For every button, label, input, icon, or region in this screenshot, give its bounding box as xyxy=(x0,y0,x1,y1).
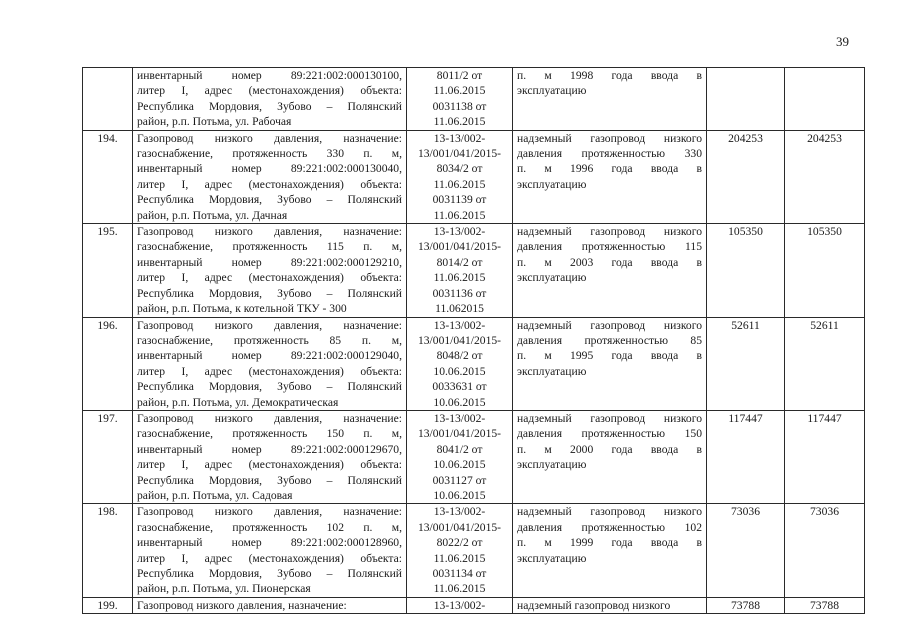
description-line: эксплуатацию xyxy=(517,458,587,472)
registration-line: 0033631 от xyxy=(432,380,487,394)
object-name-cell xyxy=(133,224,407,317)
table-row xyxy=(83,597,865,613)
table-row xyxy=(83,410,865,503)
registry-body xyxy=(83,68,865,614)
registration-line: 11.06.2015 xyxy=(433,271,486,285)
registration-cell xyxy=(407,130,513,223)
row-number: 196. xyxy=(83,317,133,410)
description-line: надземный газопровод низкого xyxy=(517,411,702,425)
row-number: 197. xyxy=(83,410,133,503)
object-name-line: газоснабжение, протяженность 85 п. м, xyxy=(137,333,402,347)
object-name-line: инвентарный номер 89:221:002:000129670, xyxy=(137,442,402,456)
description-line: эксплуатацию xyxy=(517,271,587,285)
description-line: п. м 1995 года ввода в xyxy=(517,349,702,363)
value-2-cell: 204253 xyxy=(785,130,865,223)
value-1-cell: 105350 xyxy=(707,224,785,317)
registration-cell xyxy=(407,597,513,613)
description-line: эксплуатацию xyxy=(517,84,587,98)
description-cell xyxy=(513,317,707,410)
description-line: надземный газопровод низкого xyxy=(517,318,702,332)
page-number: 39 xyxy=(836,34,849,49)
object-name-line: инвентарный номер 89:221:002:000129040, xyxy=(137,349,402,363)
description-cell xyxy=(513,224,707,317)
object-name-cell xyxy=(133,504,407,597)
table-row xyxy=(83,317,865,410)
description-line: давления протяженностью 330 xyxy=(517,147,702,161)
object-name-line: инвентарный номер 89:221:002:000130100, xyxy=(137,69,402,82)
table-row xyxy=(83,130,865,223)
object-name-line: литер I, адрес (местонахождения) объекта: xyxy=(137,364,402,378)
value-1-cell: 52611 xyxy=(707,317,785,410)
object-name-line: литер I, адрес (местонахождения) объекта: xyxy=(137,177,402,191)
registration-cell xyxy=(407,504,513,597)
object-name-line: Республика Мордовия, Зубово – Полянский xyxy=(137,473,402,487)
value-1-cell: 204253 xyxy=(707,130,785,223)
object-name-line: инвентарный номер 89:221:002:000128960, xyxy=(137,536,402,550)
object-name-line: литер I, адрес (местонахождения) объекта: xyxy=(137,458,402,472)
description-cell xyxy=(513,410,707,503)
description-line: надземный газопровод низкого xyxy=(517,505,702,519)
registration-line: 0031139 от xyxy=(432,193,487,207)
value-1-cell: 117447 xyxy=(707,410,785,503)
registration-cell xyxy=(407,68,513,131)
table-row xyxy=(83,224,865,317)
value-2-cell: 52611 xyxy=(785,317,865,410)
registration-cell xyxy=(407,410,513,503)
object-name-line: инвентарный номер 89:221:002:000129210, xyxy=(137,255,402,269)
row-number: 195. xyxy=(83,224,133,317)
registration-cell xyxy=(407,224,513,317)
object-name-line: инвентарный номер 89:221:002:000130040, xyxy=(137,162,402,176)
row-number: 198. xyxy=(83,504,133,597)
row-number: 194. xyxy=(83,130,133,223)
value-2-cell: 73788 xyxy=(785,597,865,613)
description-line: п. м 1998 года ввода в xyxy=(517,69,702,82)
object-name-line: район, р.п. Потьма, к котельной ТКУ - 300 xyxy=(137,302,347,316)
registration-line: 13/001/041/2015- xyxy=(417,333,502,347)
registration-line: 13/001/041/2015- xyxy=(417,147,502,161)
description-cell xyxy=(513,597,707,613)
registration-line: 0031134 от xyxy=(432,567,487,580)
registration-line: 13-13/002- xyxy=(433,411,486,425)
registration-line: 13-13/002- xyxy=(433,598,486,612)
table-row xyxy=(83,68,865,131)
object-name-line: Республика Мордовия, Зубово – Полянский xyxy=(137,286,402,300)
description-line: п. м 2000 года ввода в xyxy=(517,442,702,456)
object-name-line: газоснабжение, протяженность 102 п. м, xyxy=(137,520,402,534)
description-line: надземный газопровод низкого xyxy=(517,131,702,145)
value-1-cell xyxy=(707,68,785,131)
description-line: надземный газопровод низкого xyxy=(517,598,671,612)
registration-line: 13-13/002- xyxy=(433,318,486,332)
table-row xyxy=(83,504,865,597)
object-name-line: литер I, адрес (местонахождения) объекта: xyxy=(137,551,402,565)
registration-line: 8011/2 от xyxy=(436,69,483,82)
registration-cell xyxy=(407,317,513,410)
object-name-cell xyxy=(133,410,407,503)
object-name-line: Республика Мордовия, Зубово – Полянский xyxy=(137,380,402,394)
registration-line: 8041/2 от xyxy=(436,442,483,456)
object-name-line: район, р.п. Потьма, ул. Демократическая xyxy=(137,395,339,409)
description-line: давления протяженностью 85 xyxy=(517,333,702,347)
description-line: эксплуатацию xyxy=(517,551,587,565)
registration-line: 8014/2 от xyxy=(436,255,483,269)
description-line: давления протяженностью 115 xyxy=(517,240,702,254)
value-2-cell: 73036 xyxy=(785,504,865,597)
value-2-cell: 105350 xyxy=(785,224,865,317)
registration-line: 11.06.2015 xyxy=(433,115,486,129)
object-name-cell xyxy=(133,68,407,131)
registration-line: 11.06.2015 xyxy=(433,177,486,191)
value-1-cell: 73788 xyxy=(707,597,785,613)
registration-line: 11.06.2015 xyxy=(433,551,486,565)
registration-line: 11.06.2015 xyxy=(433,582,486,596)
description-cell xyxy=(513,504,707,597)
object-name-line: Газопровод низкого давления, назначение: xyxy=(137,225,402,239)
property-registry-table xyxy=(82,67,865,614)
registration-line: 0031138 от xyxy=(432,99,487,113)
registration-line: 0031136 от xyxy=(432,286,487,300)
registration-line: 13-13/002- xyxy=(433,131,486,145)
object-name-line: Газопровод низкого давления, назначение: xyxy=(137,411,402,425)
value-2-cell: 117447 xyxy=(785,410,865,503)
object-name-line: газоснабжение, протяженность 115 п. м, xyxy=(137,240,402,254)
registration-line: 13-13/002- xyxy=(433,505,486,519)
registration-line: 11.062015 xyxy=(435,302,484,316)
value-2-cell xyxy=(785,68,865,131)
object-name-line: Республика Мордовия, Зубово – Полянский xyxy=(137,193,402,207)
description-line: эксплуатацию xyxy=(517,177,587,191)
registration-line: 13/001/041/2015- xyxy=(417,520,502,534)
object-name-line: район, р.п. Потьма, ул. Дачная xyxy=(137,208,288,222)
object-name-line: Газопровод низкого давления, назначение: xyxy=(137,598,347,612)
row-number: 199. xyxy=(83,597,133,613)
object-name-line: Газопровод низкого давления, назначение: xyxy=(137,505,402,519)
description-line: давления протяженностью 150 xyxy=(517,427,702,441)
description-line: п. м 1999 года ввода в xyxy=(517,536,702,550)
registration-line: 13-13/002- xyxy=(433,225,486,239)
object-name-cell xyxy=(133,317,407,410)
registration-line: 8048/2 от xyxy=(436,349,483,363)
object-name-line: район, р.п. Потьма, ул. Пионерская xyxy=(137,582,311,596)
description-line: давления протяженностью 102 xyxy=(517,520,702,534)
object-name-line: Газопровод низкого давления, назначение: xyxy=(137,318,402,332)
registration-line: 0031127 от xyxy=(432,473,487,487)
object-name-line: Республика Мордовия, Зубово – Полянский xyxy=(137,567,402,580)
object-name-line: район, р.п. Потьма, ул. Садовая xyxy=(137,488,293,502)
object-name-line: газоснабжение, протяженность 330 п. м, xyxy=(137,147,402,161)
value-1-cell: 73036 xyxy=(707,504,785,597)
object-name-cell xyxy=(133,130,407,223)
object-name-cell xyxy=(133,597,407,613)
description-line: эксплуатацию xyxy=(517,364,587,378)
registration-line: 10.06.2015 xyxy=(433,458,486,472)
object-name-line: Республика Мордовия, Зубово – Полянский xyxy=(137,99,402,113)
registration-line: 13/001/041/2015- xyxy=(417,240,502,254)
object-name-line: район, р.п. Потьма, ул. Рабочая xyxy=(137,115,292,129)
object-name-line: Газопровод низкого давления, назначение: xyxy=(137,131,402,145)
registration-line: 10.06.2015 xyxy=(433,488,486,502)
description-cell xyxy=(513,68,707,131)
registration-line: 8022/2 от xyxy=(436,536,483,550)
object-name-line: литер I, адрес (местонахождения) объекта: xyxy=(137,271,402,285)
object-name-line: газоснабжение, протяженность 150 п. м, xyxy=(137,427,402,441)
description-line: надземный газопровод низкого xyxy=(517,225,702,239)
registration-line: 13/001/041/2015- xyxy=(417,427,502,441)
object-name-line: литер I, адрес (местонахождения) объекта: xyxy=(137,84,402,98)
description-line: п. м 1996 года ввода в xyxy=(517,162,702,176)
registration-line: 8034/2 от xyxy=(436,162,483,176)
registration-line: 10.06.2015 xyxy=(433,395,486,409)
registration-line: 11.06.2015 xyxy=(433,208,486,222)
registration-line: 10.06.2015 xyxy=(433,364,486,378)
row-number xyxy=(83,68,133,131)
description-line: п. м 2003 года ввода в xyxy=(517,255,702,269)
description-cell xyxy=(513,130,707,223)
registration-line: 11.06.2015 xyxy=(433,84,486,98)
